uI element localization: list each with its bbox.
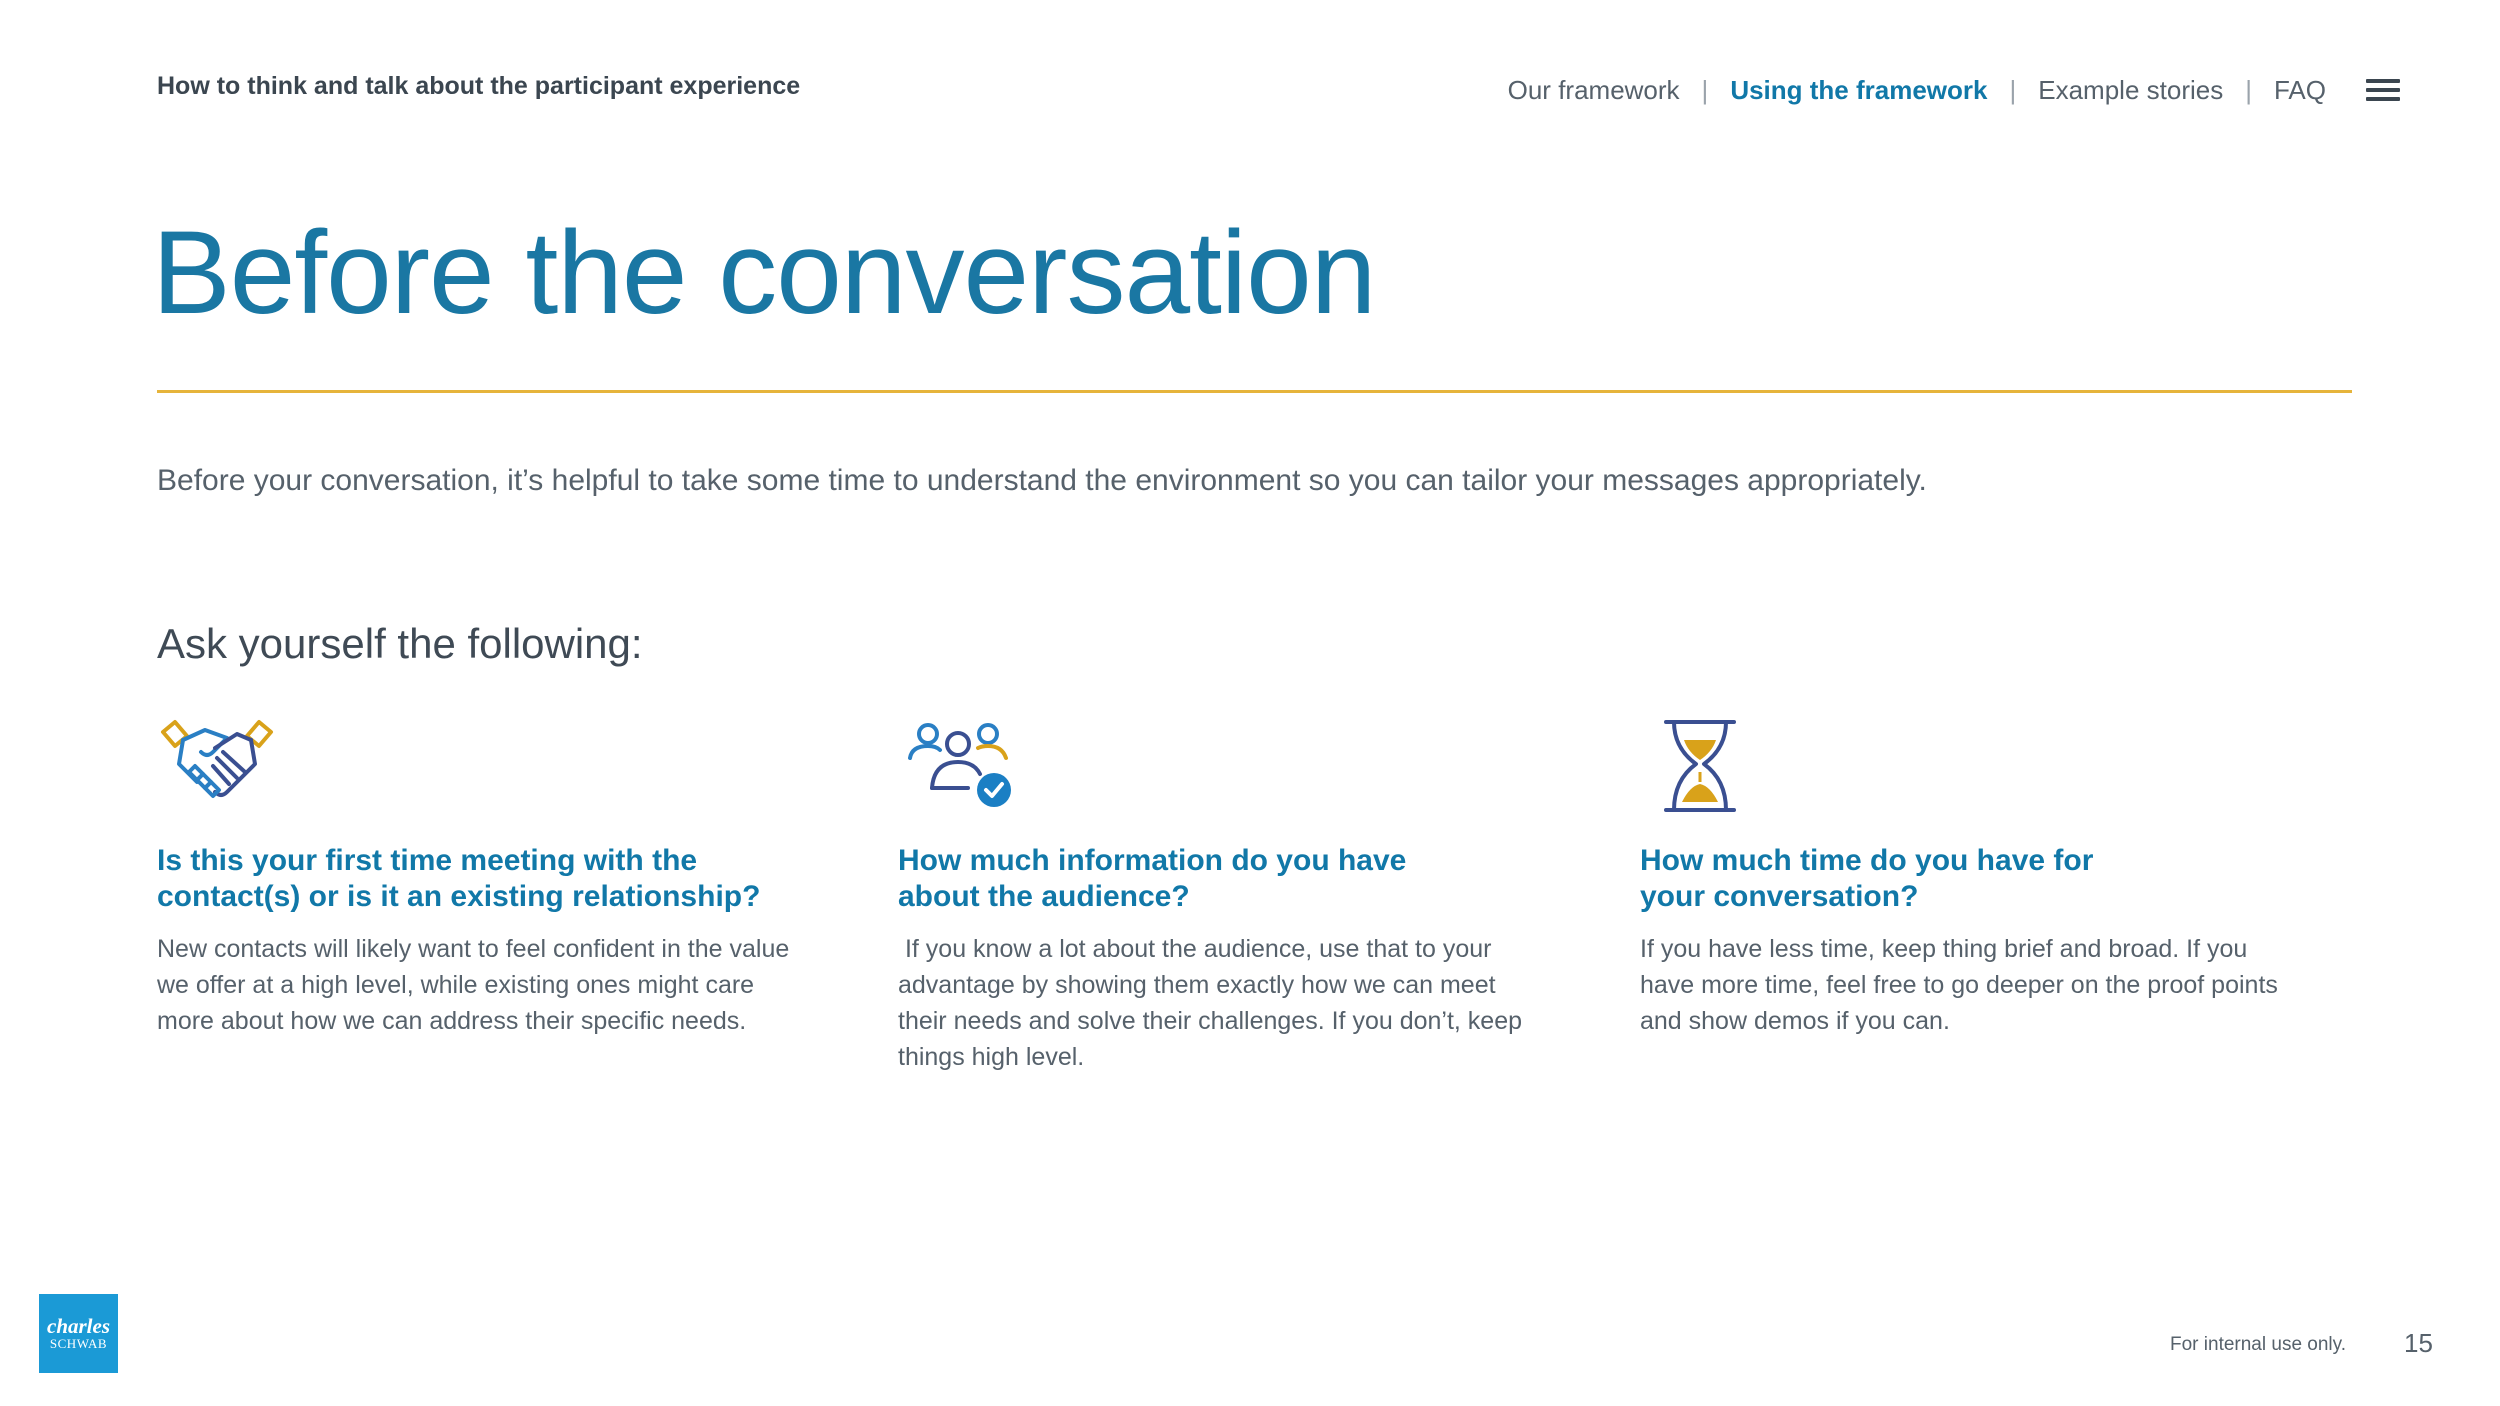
- card-title-line-2: about the audience?: [898, 880, 1190, 913]
- card-body: If you know a lot about the audience, use that to your advantage by showing them exactly how we can meet their needs and solve their challenges. If you don’t, keep things high level.: [898, 935, 1529, 1071]
- nav-separator: |: [1701, 74, 1709, 105]
- card-title-line-2: contact(s) or is it an existing relationship?: [157, 880, 761, 913]
- nav-item-using-the-framework[interactable]: Using the framework: [1730, 74, 1988, 105]
- nav-item-faq[interactable]: FAQ: [2273, 74, 2326, 105]
- card-title-line-1: How much information do you have: [898, 844, 1407, 877]
- card-title: [898, 843, 1538, 915]
- nav-item-our-framework[interactable]: Our framework: [1507, 74, 1680, 105]
- nav-separator: |: [2245, 74, 2252, 105]
- card-body: New contacts will likely want to feel confident in the value we offer at a high level, while existing ones might care more about how we can address their specific needs.: [157, 935, 790, 1035]
- card-title-line-1: Is this your first time meeting with the: [157, 844, 698, 877]
- audience-check-icon: [898, 718, 1018, 818]
- hamburger-menu-icon[interactable]: [2366, 79, 2400, 101]
- top-navigation: [1508, 70, 2400, 110]
- section-subhead: Ask yourself the following:: [157, 620, 643, 667]
- logo-line-1: charles: [47, 1314, 110, 1338]
- card-title-line-1: How much time do you have for: [1640, 844, 2094, 877]
- page-number: 15: [2404, 1328, 2433, 1358]
- card-title: [157, 843, 797, 915]
- question-card-audience: [898, 718, 1538, 1075]
- card-title-line-2: your conversation?: [1640, 880, 1919, 913]
- charles-schwab-logo: [39, 1294, 118, 1373]
- nav-item-example-stories[interactable]: Example stories: [2038, 74, 2224, 105]
- card-title: [1640, 843, 2280, 915]
- question-card-relationship: [157, 718, 797, 1039]
- intro-text: Before your conversation, it’s helpful to take some time to understand the environment so you can tailor your messages appropriately.: [157, 464, 1927, 497]
- question-card-time: [1640, 718, 2280, 1039]
- document-header-title: How to think and talk about the participant experience: [157, 72, 801, 100]
- card-body: If you have less time, keep thing brief and broad. If you have more time, feel free to go deeper on the proof points and show demos if you can.: [1640, 935, 2278, 1035]
- footer-note: For internal use only.: [2170, 1334, 2347, 1355]
- hourglass-icon: [1640, 718, 1760, 818]
- title-divider: [157, 390, 2352, 393]
- handshake-icon: [157, 718, 277, 818]
- logo-line-2: SCHWAB: [49, 1336, 108, 1351]
- page-title: Before the conversation: [152, 207, 1376, 339]
- nav-separator: |: [2009, 74, 2017, 105]
